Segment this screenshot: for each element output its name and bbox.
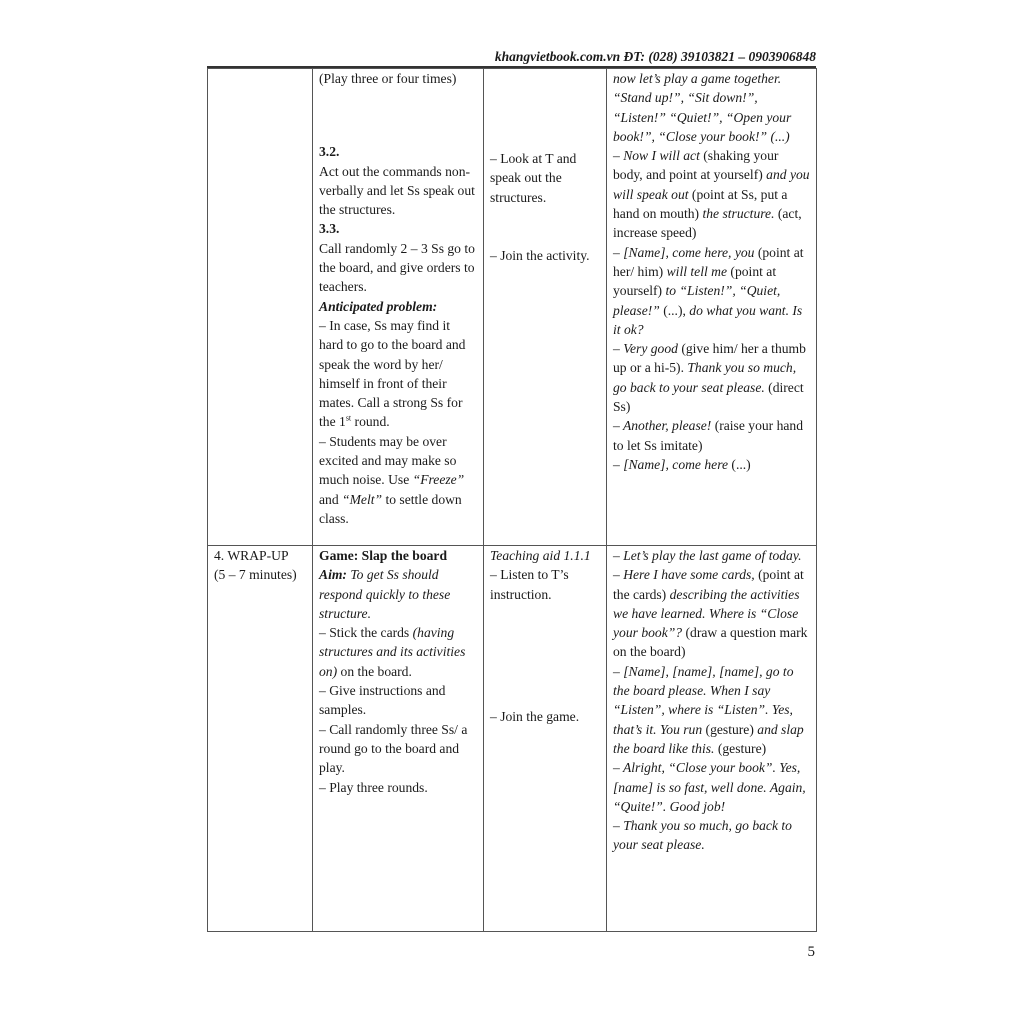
talk-text: – Thank you so much, go back to your seat please. [613,818,792,853]
problem-text [319,432,477,528]
problem-text [319,316,477,432]
talk-text [613,416,810,455]
talk-plain: (direct Ss) [613,379,804,415]
step-text: Call randomly 2 – 3 Ss go to the board, and give orders to teachers. [319,240,475,295]
page-header: khangvietbook.com.vn ĐT: (028) 39103821 – 0903906848 [494,49,816,64]
table-row [208,546,817,932]
talk-plain: (gesture) [702,721,758,737]
talk-plain: (shaking your body, and point at yourself) [613,148,779,183]
talk-text [613,339,810,416]
talk-plain: (draw a question mark on the board) [613,625,808,660]
talk-text [613,243,810,339]
talk-italic: – [Name], come here, you [613,244,755,260]
student-activity-cell [484,546,607,932]
student-activity-cell [484,69,607,546]
talk-plain: (...) [728,456,751,472]
step-part: on the board. [337,663,412,679]
melt-command: “Melt” [342,491,383,507]
problem-text-part: to settle down class. [319,491,462,526]
talk-italic: and slap the board like this. [613,721,804,756]
talk-italic: and you will speak out [613,167,810,202]
talk-plain: (point at Ss, put a hand on mouth) [613,186,788,222]
talk-plain: (point at her/ him) [613,244,804,279]
talk-italic: Thank you so much, go back to your seat please. [613,360,797,395]
talk-plain: (point at the cards) [613,567,804,602]
talk-italic: – [Name], come here [613,456,729,472]
aim-label: Aim: [319,567,347,583]
stage-title: 4. WRAP-UP [214,548,289,563]
step-text: – Play three rounds. [319,779,428,795]
talk-plain: (point at yourself) [613,263,777,299]
anticipated-problem-heading: Anticipated problem: [319,298,438,314]
aim-text [319,565,477,623]
talk-text [613,662,810,758]
stage-cell [208,546,313,932]
teacher-activity-cell [313,69,484,546]
step-text [319,623,477,681]
talk-italic: – Here I have some cards, [613,567,755,583]
teaching-aid-text: Teaching aid 1.1.1 [490,548,591,563]
aim-body: To get Ss should respond quickly to these structure. [319,567,451,621]
talk-italic: – Another, please! [613,418,712,434]
talk-text: – Let’s play the last game of today. [613,548,802,563]
stage-cell [208,69,313,546]
play-times-text: (Play three or four times) [319,71,457,86]
talk-text [613,146,810,242]
talk-plain: (gesture) [714,740,767,756]
step-text: Act out the commands non-verbally and let Ss speak out the structures. [319,163,475,218]
lesson-plan-table [207,68,817,932]
talk-italic: – Very good [613,341,678,357]
step-part: – Stick the cards [319,625,413,641]
talk-italic: do what you want. Is it ok? [613,302,803,337]
talk-plain: (act, increase speed) [613,206,802,241]
step-text: – Give instructions and samples. [319,683,446,718]
student-step-text: – Join the activity. [490,247,590,263]
talk-text [613,565,810,661]
student-step-text: – Look at T and speak out the structures. [490,151,577,205]
talk-italic: – Now I will act [613,148,700,164]
stage-time: (5 – 7 minutes) [214,567,297,583]
talk-italic: to “Listen!”, “Quiet, please!” [613,283,781,318]
talk-italic: describing the activities we have learned. Where is “Close your book”? [613,586,800,641]
talk-text: – Alright, “Close your book”. Yes, [name] is so fast, well done. Again, “Quite!”. Good job! [613,760,806,814]
talk-italic: – [Name], [name], [name], go to the board please. When I say “Listen”, where is “Listen”. Yes, that’s it. You run [613,663,794,737]
step-heading: 3.3. [319,221,340,237]
teacher-activity-cell [313,546,484,932]
step-text: – Call randomly three Ss/ a round go to the board and play. [319,721,468,776]
page-number: 5 [807,944,815,960]
talk-italic: the structure. [702,206,775,222]
table-row [208,69,817,546]
problem-text-part: – In case, Ss may find it hard to go to the board and speak the word by her/ himself in front of their mates. Call a strong Ss for the 1 [319,317,466,430]
freeze-command: “Freeze” [412,472,465,488]
teacher-talk-cell [607,546,817,932]
step-heading: 3.2. [319,144,340,160]
problem-text-part: – Students may be over excited and may make so much noise. Use [319,433,457,488]
student-step-text: – Listen to T’s instruction. [490,567,569,602]
ordinal-suffix: st [345,413,352,423]
talk-text [613,455,810,474]
talk-plain: (...), [659,302,690,318]
talk-text: now let’s play a game together. “Stand up!”, “Sit down!”, “Listen!” “Quiet!”, “Open your book!”, “Close your book!” (...) [613,71,792,144]
talk-plain: (raise your hand to let Ss imitate) [613,418,804,453]
problem-text-part: and [319,491,343,507]
step-part: (having structures and its activities on) [319,625,466,679]
talk-plain: (give him/ her a thumb up or a hi-5). [613,341,806,376]
problem-text-part: round. [351,414,390,430]
talk-italic: will tell me [666,263,728,279]
teacher-talk-cell [607,69,817,546]
game-title: Game: Slap the board [319,548,448,563]
student-step-text: – Join the game. [490,708,580,724]
